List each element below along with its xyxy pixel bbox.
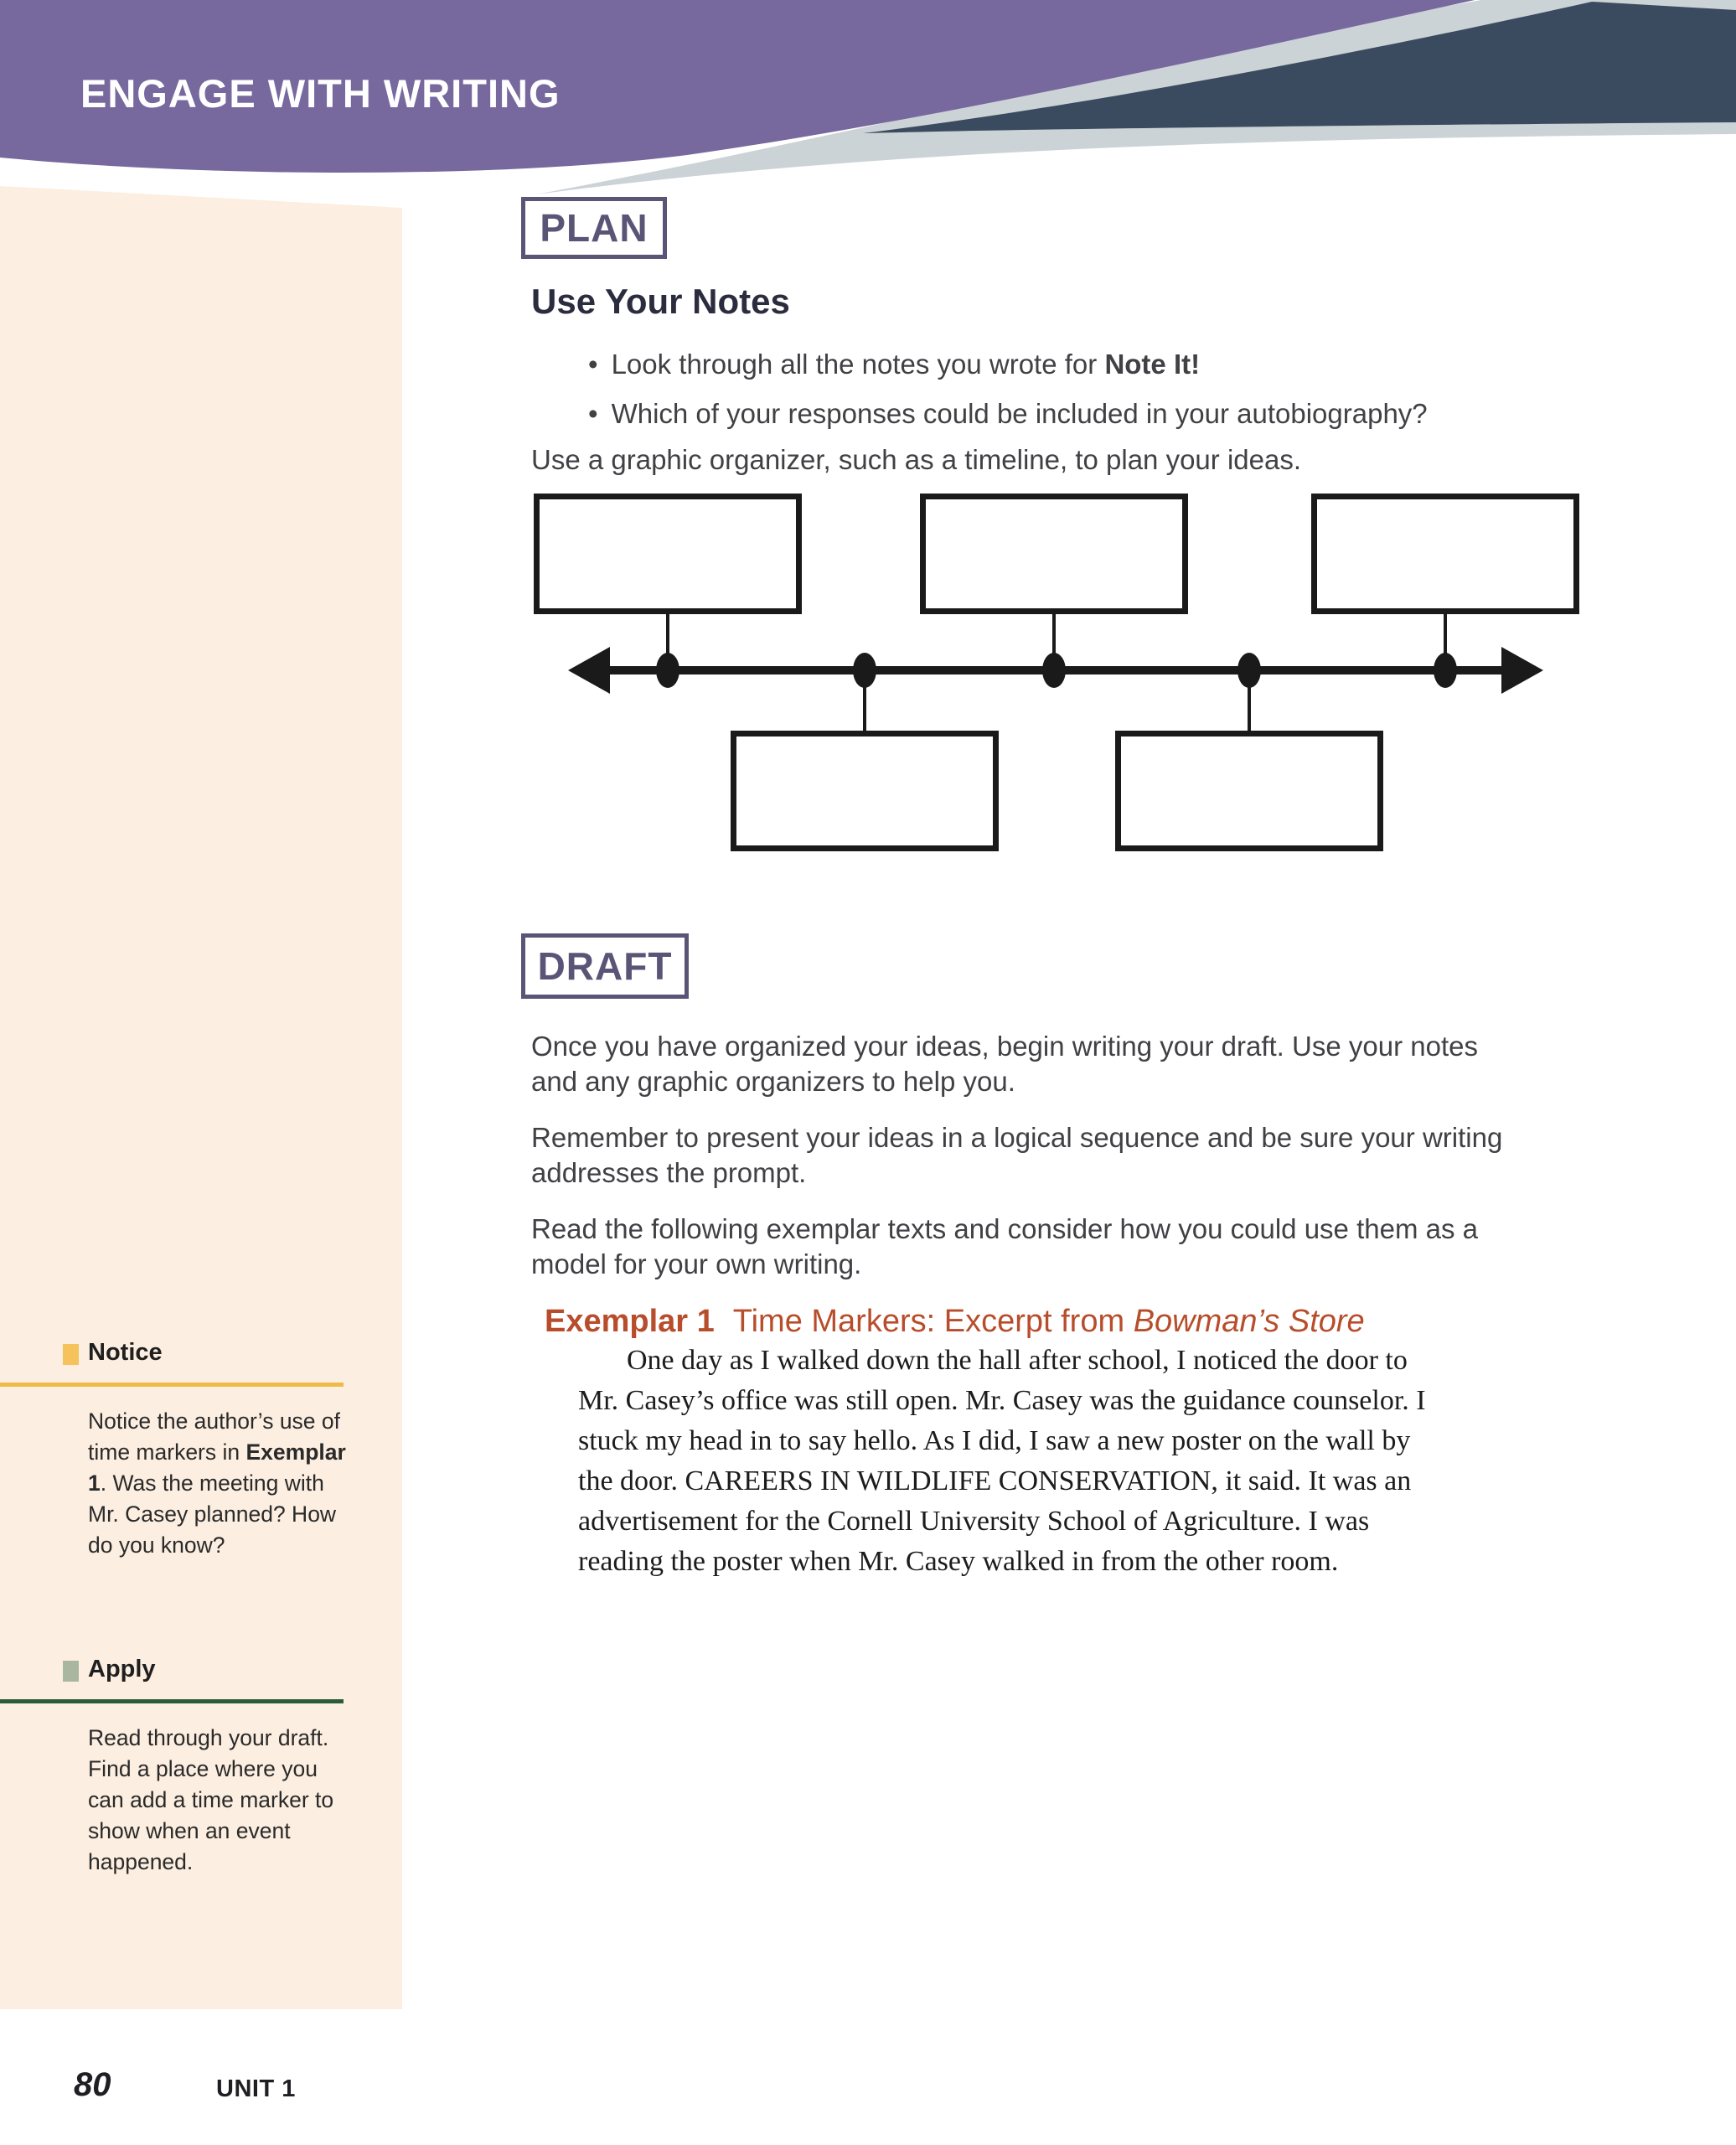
notice-label: Notice <box>88 1339 163 1366</box>
apply-square-icon <box>63 1661 79 1682</box>
bullet-text: Which of your responses could be included in your autobiography? <box>611 398 1428 429</box>
draft-instructions <box>531 1029 1520 1303</box>
timeline-entry-box[interactable] <box>731 731 999 851</box>
timeline-point <box>656 653 679 688</box>
plan-bullet-list <box>588 347 1594 446</box>
notice-text: Notice the author’s use of time markers in Exemplar 1. Was the meeting with Mr. Casey planned? How do you know? <box>88 1408 346 1558</box>
timeline-entry-box[interactable] <box>920 494 1188 614</box>
timeline-arrow-left-icon <box>568 647 610 694</box>
bullet-icon: • <box>588 398 598 429</box>
draft-badge: DRAFT <box>521 933 689 999</box>
organizer-note: Use a graphic organizer, such as a timeline, to plan your ideas. <box>531 444 1302 475</box>
apply-rule <box>0 1699 344 1703</box>
bullet-icon: • <box>588 349 598 380</box>
page-number: 80 <box>74 2066 111 2103</box>
exemplar-heading <box>545 1304 1365 1340</box>
draft-paragraph: Remember to present your ideas in a logical sequence and be sure your writing addresses the prompt. <box>531 1122 1503 1188</box>
exemplar-excerpt: One day as I walked down the hall after school, I noticed the door to Mr. Casey’s office was still open. Mr. Casey was the guidance counselor. I stuck my head in to say hello. As I did, I saw a new poster on the wall by the door. CAREERS IN WILDLIFE CONSERVATION, it said. It was an advertisement for the Cornell University School of Agriculture. I was reading the poster when Mr. Casey walked in from the other room. <box>578 1345 1426 1577</box>
page-title: ENGAGE WITH WRITING <box>80 71 561 116</box>
plan-badge: PLAN <box>521 197 667 259</box>
draft-paragraph: Once you have organized your ideas, begin writing your draft. Use your notes and any graphic organizers to help you. <box>531 1031 1478 1097</box>
notice-square-icon <box>63 1344 79 1365</box>
timeline-entry-box[interactable] <box>1115 731 1383 851</box>
unit-label: UNIT 1 <box>216 2075 296 2102</box>
timeline-point <box>1237 653 1261 688</box>
apply-label: Apply <box>88 1656 156 1682</box>
timeline-point <box>1042 653 1066 688</box>
bullet-text: Look through all the notes you wrote for Note It! <box>611 349 1201 380</box>
plan-heading: Use Your Notes <box>531 282 790 321</box>
exemplar-source-title: Bowman’s Store <box>1133 1304 1365 1339</box>
draft-paragraph: Read the following exemplar texts and consider how you could use them as a model for your own writing. <box>531 1213 1478 1279</box>
exemplar-subtitle: Time Markers: Excerpt from <box>732 1304 1134 1339</box>
exemplar-label: Exemplar 1 <box>545 1304 715 1339</box>
apply-text: Read through your draft. Find a place where you can add a time marker to show when an event happened. <box>88 1725 334 1874</box>
timeline-entry-box[interactable] <box>1311 494 1579 614</box>
timeline-point <box>853 653 876 688</box>
notice-rule <box>0 1383 344 1387</box>
list-item <box>588 347 1594 382</box>
timeline-point <box>1434 653 1457 688</box>
list-item <box>588 396 1594 432</box>
timeline-arrow-right-icon <box>1501 647 1543 694</box>
timeline-entry-box[interactable] <box>534 494 802 614</box>
